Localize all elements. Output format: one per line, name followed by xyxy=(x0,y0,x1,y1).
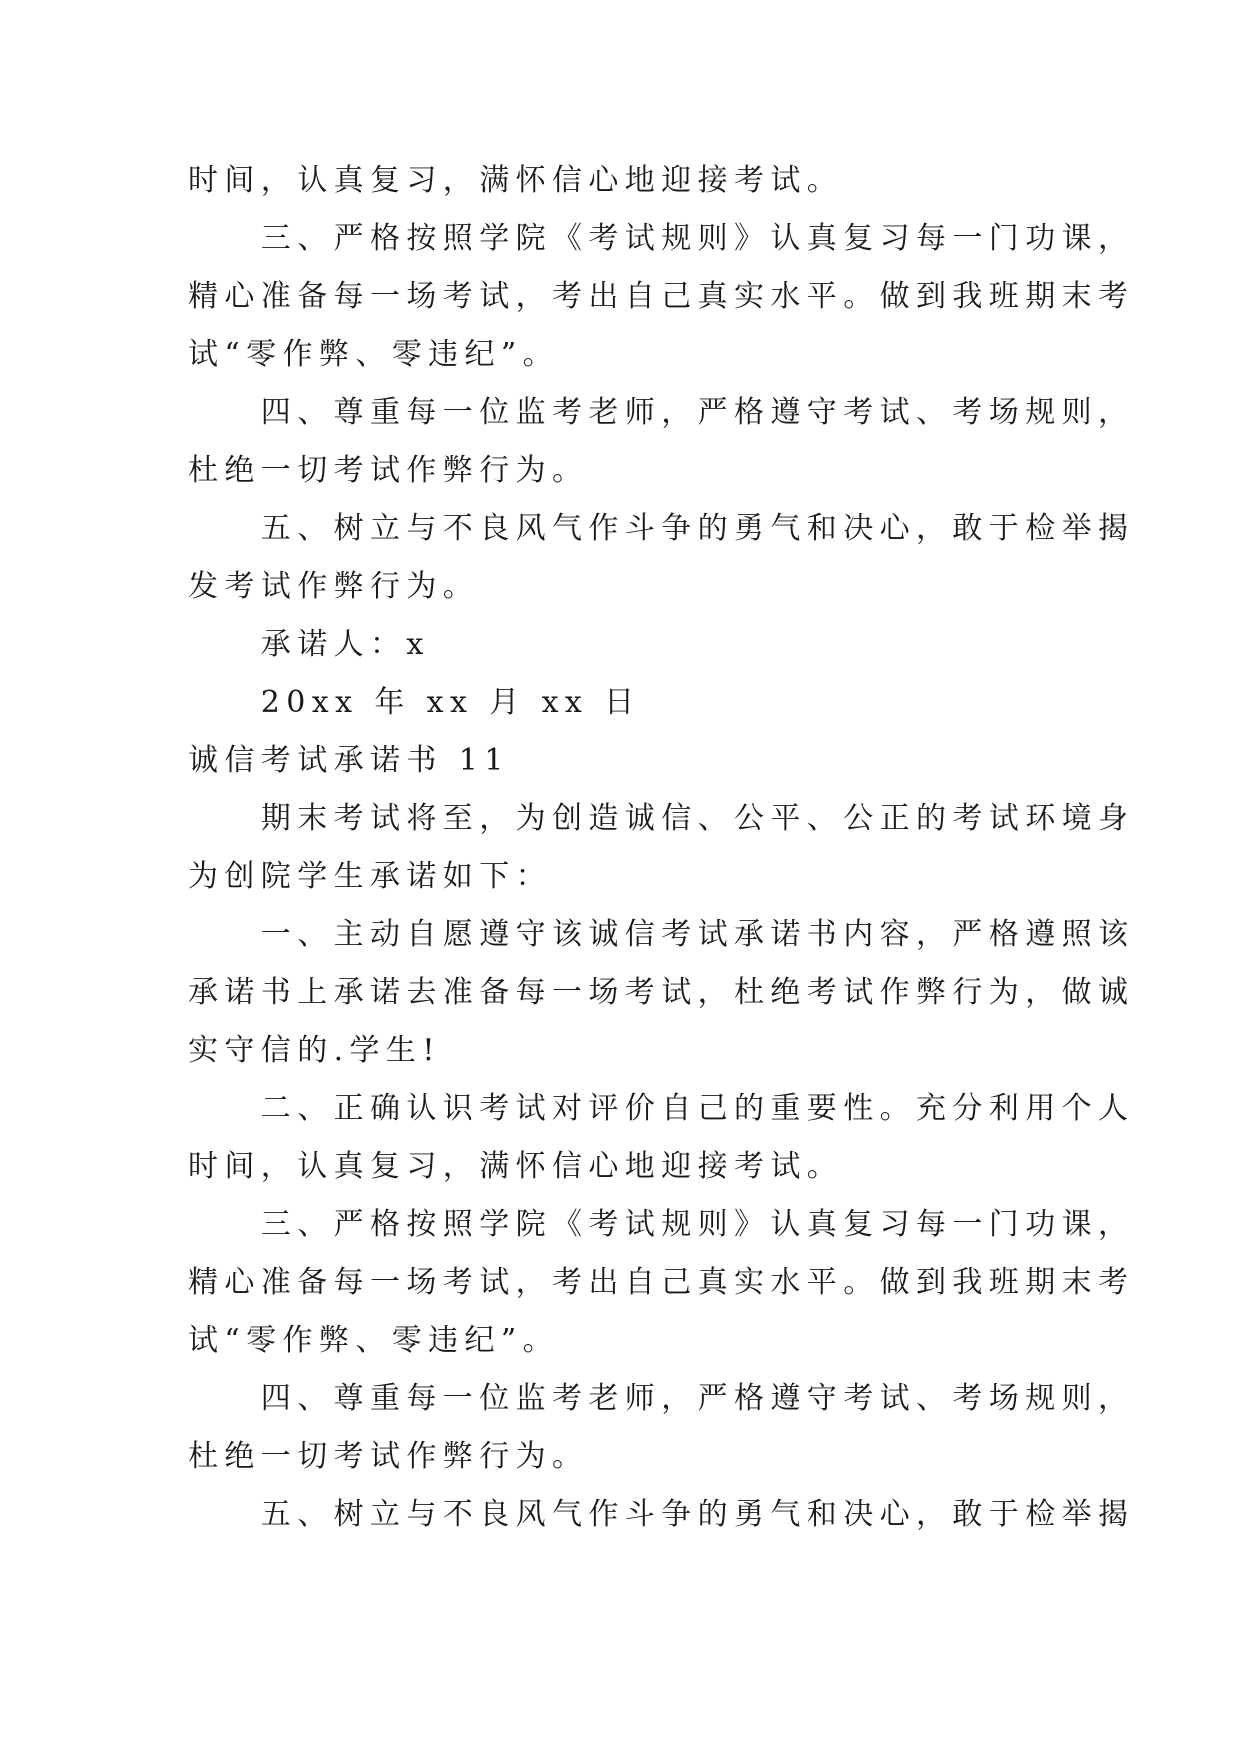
text-line: 三、严格按照学院《考试规则》认真复习每一门功课， xyxy=(188,221,1135,256)
text-line: 五、树立与不良风气作斗争的勇气和决心，敢于检举揭 xyxy=(188,511,1135,546)
text-line: 杜绝一切考试作弊行为。 xyxy=(188,453,589,488)
text-line: 时间，认真复习，满怀信心地迎接考试。 xyxy=(188,1149,844,1184)
signature-line: 承诺人：x xyxy=(188,627,430,662)
section-title: 诚信考试承诺书 11 xyxy=(188,743,510,778)
text-line: 试“零作弊、零违纪”。 xyxy=(188,337,560,372)
text-line: 试“零作弊、零违纪”。 xyxy=(188,1323,560,1358)
text-line: 为创院学生承诺如下： xyxy=(188,859,552,894)
text-line: 时间，认真复习，满怀信心地迎接考试。 xyxy=(188,163,844,198)
text-line: 精心准备每一场考试，考出自己真实水平。做到我班期末考 xyxy=(188,279,1135,314)
text-line: 发考试作弊行为。 xyxy=(188,569,480,604)
text-line: 实守信的.学生! xyxy=(188,1033,441,1068)
date-line: 20xx 年 xx 月 xx 日 xyxy=(188,685,641,720)
text-line: 一、主动自愿遵守该诚信考试承诺书内容，严格遵照该 xyxy=(188,917,1135,952)
text-line: 四、尊重每一位监考老师，严格遵守考试、考场规则， xyxy=(188,395,1135,430)
text-line: 二、正确认识考试对评价自己的重要性。充分利用个人 xyxy=(188,1091,1135,1126)
text-line: 精心准备每一场考试，考出自己真实水平。做到我班期末考 xyxy=(188,1265,1135,1300)
text-line: 四、尊重每一位监考老师，严格遵守考试、考场规则， xyxy=(188,1381,1135,1416)
text-line: 五、树立与不良风气作斗争的勇气和决心，敢于检举揭 xyxy=(188,1497,1135,1532)
text-line: 承诺书上承诺去准备每一场考试，杜绝考试作弊行为，做诚 xyxy=(188,975,1135,1010)
text-line: 期末考试将至，为创造诚信、公平、公正的考试环境身 xyxy=(188,801,1135,836)
document-body xyxy=(188,152,1135,1544)
text-line: 三、严格按照学院《考试规则》认真复习每一门功课， xyxy=(188,1207,1135,1242)
text-line: 杜绝一切考试作弊行为。 xyxy=(188,1439,589,1474)
